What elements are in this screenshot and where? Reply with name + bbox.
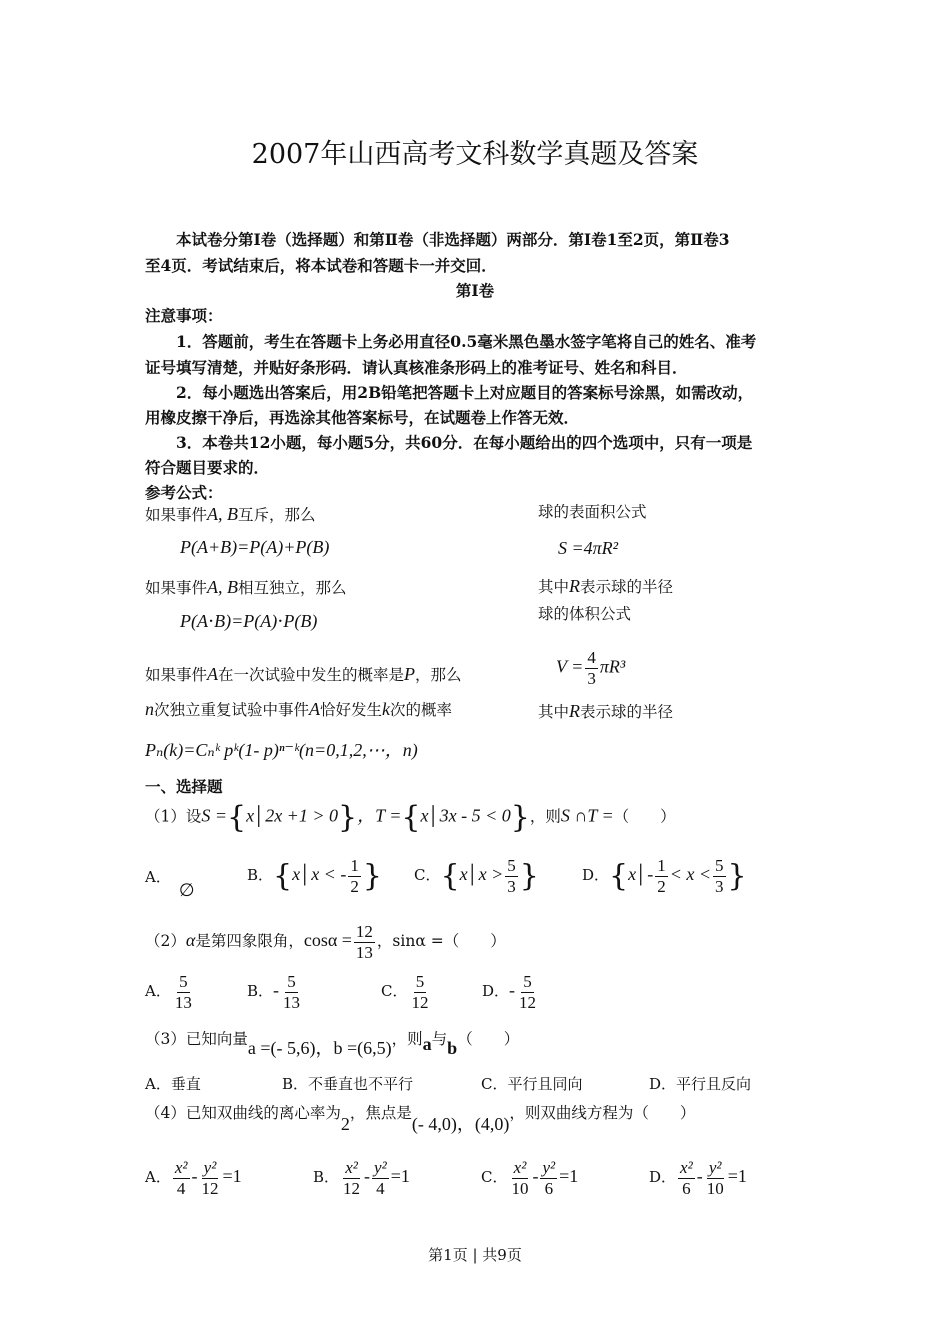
notice-1a: 1．答题前，考生在答题卡上务必用直径0.5毫米黑色墨水签字笔将自己的姓名、准考 bbox=[176, 332, 757, 351]
notice-3a: 3．本卷共12小题，每小题5分，共60分．在每小题给出的四个选项中，只有一项是 bbox=[176, 433, 753, 452]
question-3: （3）已知向量a =(- 5,6)，b =(6,5)，则a与b（ ） bbox=[145, 1030, 520, 1058]
intro-line-2: 至4页．考试结束后，将本试卷和答题卡一并交回． bbox=[145, 256, 497, 275]
q4-option-c: C． $\frac{\text{x²}}{10}$ - $\frac{\text{y²}}{6}$ =1 bbox=[481, 1158, 579, 1198]
q4-option-a: A． $\frac{\text{x²}}{4}$ - $\frac{\text{y²}}{12}$ =1 bbox=[145, 1158, 242, 1198]
formula-left-2: 如果事件A, B相互独立，那么 bbox=[145, 577, 347, 597]
formula-sphere-volume: V = $\frac{4}{3}$ πR³ bbox=[556, 648, 626, 688]
formula-right-2: 其中R表示球的半径 bbox=[538, 576, 674, 596]
q1-option-a: A．∅ bbox=[145, 868, 195, 900]
q2-option-c: C． $\frac{5}{12}$ bbox=[381, 972, 429, 1012]
formula-left-1: 如果事件A, B互斥，那么 bbox=[145, 504, 316, 524]
q2-option-b: B．- $\frac{5}{13}$ bbox=[247, 972, 301, 1012]
formula-binomial: Pₙ(k)=Cₙᵏ pᵏ(1- p)ⁿ⁻ᵏ(n=0,1,2,⋯，n) bbox=[145, 740, 418, 760]
q3-option-d: D．平行且反向 bbox=[649, 1075, 752, 1093]
q1-option-b: B．{x│x < - $\frac{1}{2}$ } bbox=[247, 856, 382, 896]
q1-option-c: C．{x│x > $\frac{5}{3}$ } bbox=[414, 856, 539, 896]
section-choice: 一、选择题 bbox=[145, 777, 223, 796]
q3-option-a: A．垂直 bbox=[145, 1075, 201, 1093]
q4-option-b: B． $\frac{\text{x²}}{12}$ - $\frac{\text{y²}}{4}$ =1 bbox=[313, 1158, 410, 1198]
notice-1b: 证号填写清楚，并贴好条形码．请认真核准条形码上的准考证号、姓名和科目． bbox=[145, 358, 688, 377]
formula-heading: 参考公式： bbox=[145, 483, 223, 502]
intro-line-1: 本试卷分第Ⅰ卷（选择题）和第Ⅱ卷（非选择题）两部分．第Ⅰ卷1至2页，第Ⅱ卷3 bbox=[176, 230, 730, 249]
volume-heading: 第Ⅰ卷 bbox=[455, 281, 495, 300]
formula-right-4: 其中R表示球的半径 bbox=[538, 701, 674, 721]
q3-option-b: B．不垂直也不平行 bbox=[282, 1075, 414, 1093]
question-4: （4）已知双曲线的离心率为2，焦点是(- 4,0)，(4,0)，则双曲线方程为（ ） bbox=[145, 1104, 696, 1134]
formula-multiplication: P(A⋅B)=P(A)⋅P(B) bbox=[180, 611, 318, 631]
q2-option-a: A． $\frac{5}{13}$ bbox=[145, 972, 192, 1012]
notice-heading: 注意事项： bbox=[145, 306, 223, 325]
question-2: （2）α是第四象限角，cosα = $\frac{12}{13}$ ，sinα =（ ） bbox=[145, 922, 506, 962]
formula-addition: P(A+B)=P(A)+P(B) bbox=[180, 537, 330, 557]
question-1: （1）设S ={x│2x +1 > 0}，T ={x│3x - 5 < 0}，则S ∩T =（ ） bbox=[145, 800, 676, 835]
formula-left-3: 如果事件A在一次试验中发生的概率是P，那么 bbox=[145, 664, 462, 684]
page-title: 2007年山西高考文科数学真题及答案 bbox=[251, 139, 699, 170]
q2-option-d: D．- $\frac{5}{12}$ bbox=[482, 972, 537, 1012]
q1-option-d: D．{x│- $\frac{1}{2}$ < x < $\frac{5}{3}$ } bbox=[582, 856, 747, 896]
q4-option-d: D． $\frac{\text{x²}}{6}$ - $\frac{\text{y²}}{10}$ =1 bbox=[649, 1158, 747, 1198]
q3-option-c: C．平行且同向 bbox=[481, 1075, 583, 1093]
notice-3b: 符合题目要求的． bbox=[145, 458, 270, 477]
page-footer: 第1页 | 共9页 bbox=[428, 1246, 522, 1264]
formula-right-3: 球的体积公式 bbox=[538, 605, 632, 623]
notice-2b: 用橡皮擦干净后，再选涂其他答案标号，在试题卷上作答无效． bbox=[145, 408, 580, 427]
formula-sphere-area: S =4πR² bbox=[558, 538, 619, 558]
formula-right-1: 球的表面积公式 bbox=[538, 503, 647, 521]
notice-2a: 2．每小题选出答案后，用2B铅笔把答题卡上对应题目的答案标号涂黑，如需改动， bbox=[176, 383, 754, 402]
formula-left-4: n次独立重复试验中事件A恰好发生k次的概率 bbox=[145, 699, 453, 719]
